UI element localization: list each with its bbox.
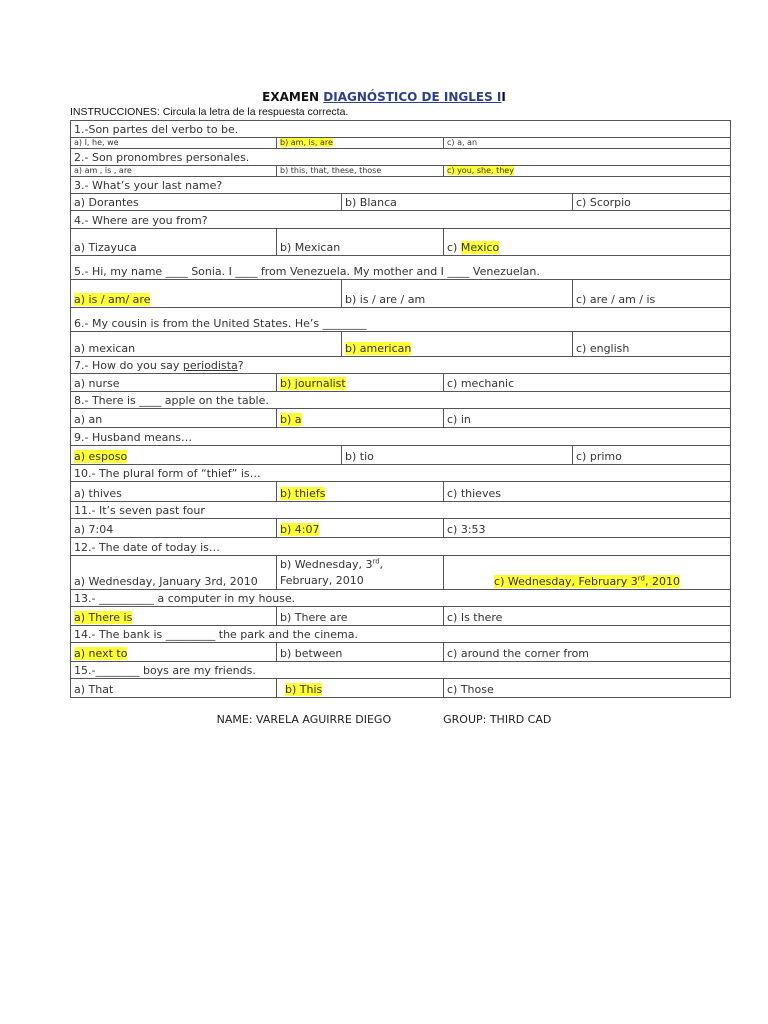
answer-4a-text: a) Tizayuca bbox=[74, 241, 137, 254]
question-row-3 bbox=[71, 177, 731, 194]
question-3: 3.- What’s your last name? bbox=[71, 177, 731, 194]
answer-15b-text: b) This bbox=[285, 683, 323, 696]
answer-row-2 bbox=[71, 166, 731, 177]
answer-14b[interactable] bbox=[277, 643, 444, 662]
question-row-13 bbox=[71, 590, 731, 607]
question-7 bbox=[71, 357, 731, 374]
answer-2b-text: b) this, that, these, those bbox=[280, 166, 382, 175]
answer-14a[interactable] bbox=[71, 643, 277, 662]
answer-10a-text: a) thives bbox=[74, 487, 122, 500]
question-row-1 bbox=[71, 121, 731, 138]
answer-14c[interactable] bbox=[444, 643, 731, 662]
question-12: 12.- The date of today is… bbox=[71, 538, 731, 556]
question-row-6 bbox=[71, 308, 731, 332]
answer-9b[interactable] bbox=[342, 446, 573, 465]
answer-4c-text: Mexico bbox=[460, 241, 500, 254]
answer-2b[interactable] bbox=[277, 166, 444, 177]
answer-13b-text: b) There are bbox=[280, 611, 348, 624]
answer-7c[interactable] bbox=[444, 374, 731, 392]
answer-7b[interactable] bbox=[277, 374, 444, 392]
title-prefix: EXAMEN bbox=[262, 90, 324, 104]
answer-12b[interactable] bbox=[277, 556, 444, 590]
answer-row-8 bbox=[71, 409, 731, 428]
answer-row-14 bbox=[71, 643, 731, 662]
answer-14c-text: c) around the corner from bbox=[447, 647, 590, 660]
answer-row-1 bbox=[71, 138, 731, 149]
answer-2c-text: c) you, she, they bbox=[447, 166, 514, 175]
question-1: 1.-Son partes del verbo to be. bbox=[71, 121, 731, 138]
answer-row-12 bbox=[71, 556, 731, 590]
question-11: 11.- It’s seven past four bbox=[71, 502, 731, 519]
question-row-9 bbox=[71, 428, 731, 446]
answer-6c[interactable] bbox=[573, 332, 731, 357]
answer-row-10 bbox=[71, 482, 731, 502]
answer-12c-text: c) Wednesday, February 3 bbox=[494, 575, 638, 588]
answer-10b-text: b) thiefs bbox=[280, 487, 326, 500]
answer-row-6 bbox=[71, 332, 731, 357]
answer-6c-text: c) english bbox=[576, 342, 630, 355]
question-row-10 bbox=[71, 465, 731, 482]
title-suffix: I bbox=[501, 90, 506, 104]
answer-12b-line2: February, 2010 bbox=[280, 574, 364, 587]
answer-2c[interactable] bbox=[444, 166, 731, 177]
answer-8a-text: a) an bbox=[74, 413, 103, 426]
answer-3b[interactable] bbox=[342, 194, 573, 211]
answer-5c[interactable] bbox=[573, 280, 731, 308]
answer-6b-text: b) american bbox=[345, 342, 412, 355]
answer-9a[interactable] bbox=[71, 446, 342, 465]
answer-11a-text: a) 7:04 bbox=[74, 523, 114, 536]
answer-row-9 bbox=[71, 446, 731, 465]
answer-13c-text: c) Is there bbox=[447, 611, 503, 624]
answer-12c[interactable] bbox=[444, 556, 731, 590]
answer-row-4 bbox=[71, 229, 731, 256]
question-row-12 bbox=[71, 538, 731, 556]
answer-row-7 bbox=[71, 374, 731, 392]
answer-8a[interactable] bbox=[71, 409, 277, 428]
question-15: 15.-________ boys are my friends. bbox=[71, 662, 731, 679]
answer-6a[interactable] bbox=[71, 332, 342, 357]
question-2: 2.- Son pronombres personales. bbox=[71, 149, 731, 166]
answer-4b-text: b) Mexican bbox=[280, 241, 341, 254]
answer-row-11 bbox=[71, 519, 731, 538]
question-14: 14.- The bank is _________ the park and the cinema. bbox=[71, 626, 731, 643]
answer-2a-text: a) am , is , are bbox=[74, 166, 132, 175]
answer-15c-text: c) Those bbox=[447, 683, 494, 696]
answer-15b[interactable] bbox=[277, 679, 444, 698]
answer-9c-text: c) primo bbox=[576, 450, 622, 463]
answer-12a-text: a) Wednesday, January 3rd, 2010 bbox=[74, 575, 258, 588]
question-9: 9.- Husband means… bbox=[71, 428, 731, 446]
answer-15c[interactable] bbox=[444, 679, 731, 698]
answer-row-15 bbox=[71, 679, 731, 698]
question-4: 4.- Where are you from? bbox=[71, 211, 731, 229]
answer-3a-text: a) Dorantes bbox=[74, 196, 139, 209]
answer-7a[interactable] bbox=[71, 374, 277, 392]
question-13: 13.- __________ a computer in my house. bbox=[71, 590, 731, 607]
question-6: 6.- My cousin is from the United States. He’s ________ bbox=[71, 308, 731, 332]
question-row-7 bbox=[71, 357, 731, 374]
student-group: GROUP: THIRD CAD bbox=[443, 713, 552, 726]
question-row-8 bbox=[71, 392, 731, 409]
answer-9a-text: a) esposo bbox=[74, 450, 128, 463]
answer-13c[interactable] bbox=[444, 607, 731, 626]
question-7-underlined: periodista bbox=[182, 359, 238, 372]
answer-8b-text: b) a bbox=[280, 413, 302, 426]
answer-4c[interactable] bbox=[444, 229, 731, 256]
question-row-2 bbox=[71, 149, 731, 166]
answer-15a-text: a) That bbox=[74, 683, 114, 696]
question-7-suffix: ? bbox=[237, 359, 244, 372]
answer-1c[interactable] bbox=[444, 138, 731, 149]
answer-10b[interactable] bbox=[277, 482, 444, 502]
title-link[interactable]: DIAGNÓSTICO DE INGLES I bbox=[323, 90, 502, 104]
answer-10c-text: c) thieves bbox=[447, 487, 501, 500]
question-5: 5.- Hi, my name ____ Sonia. I ____ from Venezuela. My mother and I ____ Venezuelan. bbox=[71, 256, 731, 280]
question-row-5 bbox=[71, 256, 731, 280]
answer-row-3 bbox=[71, 194, 731, 211]
answer-10c[interactable] bbox=[444, 482, 731, 502]
answer-8c-text: c) in bbox=[447, 413, 471, 426]
answer-4b[interactable] bbox=[277, 229, 444, 256]
answer-12c-sup: rd bbox=[637, 574, 645, 583]
answer-7b-text: b) journalist bbox=[280, 377, 346, 390]
question-7-prefix: 7.- How do you say bbox=[74, 359, 183, 372]
answer-9c[interactable] bbox=[573, 446, 731, 465]
answer-4a[interactable] bbox=[71, 229, 277, 256]
exam-title bbox=[0, 90, 768, 104]
student-name: NAME: VARELA AGUIRRE DIEGO bbox=[216, 713, 392, 726]
answer-3c-text: c) Scorpio bbox=[576, 196, 631, 209]
answer-1a[interactable] bbox=[71, 138, 277, 149]
answer-12c-highlight bbox=[494, 575, 680, 588]
answer-12b-line1-end: , bbox=[379, 558, 384, 571]
answer-6b[interactable] bbox=[342, 332, 573, 357]
answer-11c-text: c) 3:53 bbox=[447, 523, 486, 536]
answer-11c[interactable] bbox=[444, 519, 731, 538]
answer-13b[interactable] bbox=[277, 607, 444, 626]
answer-row-5 bbox=[71, 280, 731, 308]
answer-5a-text: a) is / am/ are bbox=[74, 293, 151, 306]
question-10: 10.- The plural form of “thief” is… bbox=[71, 465, 731, 482]
answer-10a[interactable] bbox=[71, 482, 277, 502]
answer-8b[interactable] bbox=[277, 409, 444, 428]
answer-5c-text: c) are / am / is bbox=[576, 293, 656, 306]
answer-3c[interactable] bbox=[573, 194, 731, 211]
answer-1c-text: c) a, an bbox=[447, 138, 478, 147]
question-row-15 bbox=[71, 662, 731, 679]
question-8: 8.- There is ____ apple on the table. bbox=[71, 392, 731, 409]
answer-12b-line1: b) Wednesday, 3 bbox=[280, 558, 373, 571]
answer-12a[interactable] bbox=[71, 556, 277, 590]
question-row-4 bbox=[71, 211, 731, 229]
answer-13a-text: a) There is bbox=[74, 611, 133, 624]
answer-3b-text: b) Blanca bbox=[345, 196, 397, 209]
answer-11a[interactable] bbox=[71, 519, 277, 538]
answer-15a[interactable] bbox=[71, 679, 277, 698]
answer-5b[interactable] bbox=[342, 280, 573, 308]
answer-12b-sup: rd bbox=[372, 557, 380, 566]
answer-6a-text: a) mexican bbox=[74, 342, 136, 355]
answer-4c-prefix: c) bbox=[447, 241, 461, 254]
answer-13a[interactable] bbox=[71, 607, 277, 626]
answer-12c-end: , 2010 bbox=[645, 575, 680, 588]
answer-row-13 bbox=[71, 607, 731, 626]
answer-14a-text: a) next to bbox=[74, 647, 128, 660]
instructions: INSTRUCCIONES: Circula la letra de la respuesta correcta. bbox=[70, 106, 349, 118]
answer-14b-text: b) between bbox=[280, 647, 343, 660]
question-row-14 bbox=[71, 626, 731, 643]
answer-2a[interactable] bbox=[71, 166, 277, 177]
answer-5a[interactable] bbox=[71, 280, 342, 308]
footer bbox=[0, 713, 768, 726]
answer-7c-text: c) mechanic bbox=[447, 377, 515, 390]
answer-8c[interactable] bbox=[444, 409, 731, 428]
answer-1b[interactable] bbox=[277, 138, 444, 149]
answer-3a[interactable] bbox=[71, 194, 342, 211]
answer-9b-text: b) tio bbox=[345, 450, 374, 463]
answer-11b[interactable] bbox=[277, 519, 444, 538]
exam-table bbox=[70, 120, 731, 698]
answer-1b-text: b) am, is, are bbox=[280, 138, 333, 147]
question-row-11 bbox=[71, 502, 731, 519]
answer-7a-text: a) nurse bbox=[74, 377, 120, 390]
answer-11b-text: b) 4:07 bbox=[280, 523, 320, 536]
answer-5b-text: b) is / are / am bbox=[345, 293, 426, 306]
answer-1a-text: a) I, he, we bbox=[74, 138, 119, 147]
